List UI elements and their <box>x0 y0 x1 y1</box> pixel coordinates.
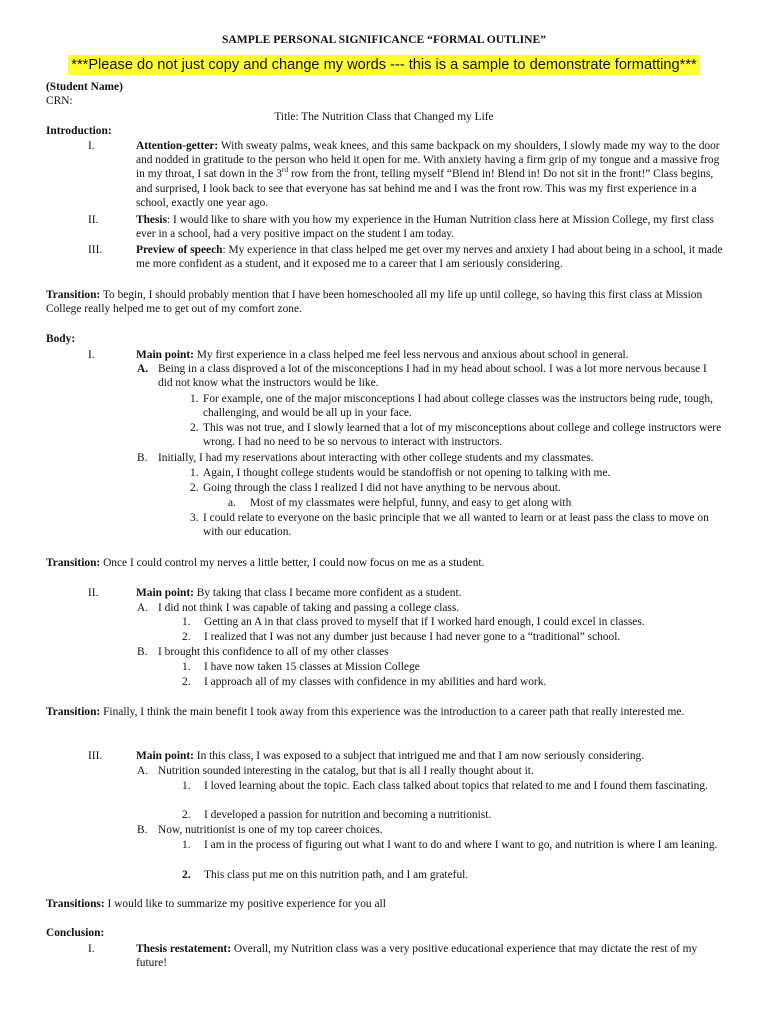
thesis-label: Thesis <box>136 214 168 226</box>
detail-letter: a. <box>228 497 236 509</box>
student-name: (Student Name) <box>46 81 123 93</box>
detail-3a2: I developed a passion for nutrition and becoming a nutritionist. <box>204 809 492 821</box>
transition-4 <box>46 897 720 911</box>
detail-3b1: I am in the process of figuring out what I want to do and where I want to go, and nutrition is where I am leaning. <box>204 839 718 851</box>
intro-item-number: III. <box>88 244 103 256</box>
transition-text: To begin, I should probably mention that I have been homeschooled all my life up until college, so having this first class at Mission College really helped me to get out of my comfort zone. <box>46 289 703 316</box>
detail-1b3: I could relate to everyone on the basic principle that we all wanted to learn or at least pass the class to move on with our education. <box>203 512 709 539</box>
transition-2 <box>46 556 720 570</box>
detail-number: 2. <box>182 809 191 821</box>
notice-banner <box>0 56 768 74</box>
transition-text: Finally, I think the main benefit I took away from this experience was the introduction to a career path that really interested me. <box>100 706 685 718</box>
introduction-heading: Introduction: <box>46 125 112 137</box>
thesis-text: : I would like to share with you how my experience in the Human Nutrition class here at Mission College, my first class ever in a school, had a very positive impact on the student I am today. <box>136 214 714 241</box>
sub-point-3a: Nutrition sounded interesting in the catalog, but that is all I really thought about it. <box>158 765 534 777</box>
detail-number: 2. <box>190 482 199 494</box>
detail-1b2: Going through the class I realized I did not have anything to be nervous about. <box>203 482 561 494</box>
attention-getter <box>136 139 726 210</box>
detail-3a1: I loved learning about the topic. Each class talked about topics that related to me and I found them fascinating. <box>204 780 708 792</box>
main-point-label: Main point: <box>136 349 194 361</box>
intro-item-number: I. <box>88 140 95 152</box>
detail-number: 2. <box>182 676 191 688</box>
body-heading: Body: <box>46 333 76 345</box>
document-title: SAMPLE PERSONAL SIGNIFICANCE “FORMAL OUTLINE” <box>221 33 547 46</box>
detail-1b1: Again, I thought college students would be standoffish or not opening to talking with me. <box>203 467 611 479</box>
detail-2a2: I realized that I was not any dumber just because I had never gone to a “traditional” school. <box>204 631 621 643</box>
crn-label: CRN: <box>46 95 73 107</box>
conclusion-item-number: I. <box>88 943 95 955</box>
thesis-restatement-text: Overall, my Nutrition class was a very positive educational experience that may dictate the rest of my future! <box>136 943 698 970</box>
transition-1 <box>46 288 720 316</box>
conclusion-heading: Conclusion: <box>46 927 105 939</box>
detail-number: 1. <box>190 467 199 479</box>
sub-point-3b: Now, nutritionist is one of my top career choices. <box>158 824 383 836</box>
detail-number: 2. <box>190 422 199 434</box>
transition-text: Once I could control my nerves a little better, I could now focus on me as a student. <box>100 557 485 569</box>
notice-text: ***Please do not just copy and change my words --- this is a sample to demonstrate formatting*** <box>68 55 699 75</box>
detail-2a1: Getting an A in that class proved to myself that if I worked hard enough, I could excel in classes. <box>204 616 645 628</box>
sub-point-letter: A. <box>137 363 149 375</box>
main-point-number: II. <box>88 587 99 599</box>
sub-point-letter: B. <box>137 824 148 836</box>
preview-text: : My experience in that class helped me get over my nerves and anxiety I had about being in a school, it made me more confident as a student, and it exposed me to a career that I am seriously considering. <box>136 244 723 271</box>
transition-3 <box>46 705 720 719</box>
main-point-text: My first experience in a class helped me feel less nervous and anxious about school in general. <box>193 349 629 361</box>
detail-number: 2. <box>182 631 191 643</box>
main-point-label: Main point: <box>136 750 194 762</box>
sub-point-letter: A. <box>137 602 149 614</box>
thesis <box>136 213 726 241</box>
attention-getter-text: With sweaty palms, weak knees, and this same backpack on my shoulders, I slowly made my way to the door and nodded in gratitude to the person who held it open for me. With anxiety having a firm grip of my tongue and a massive frog in my throat, I sat down in the 3 <box>136 140 720 181</box>
main-point-number: III. <box>88 750 103 762</box>
detail-number: 1. <box>182 661 191 673</box>
transition-label: Transition: <box>46 706 101 718</box>
detail-number: 3. <box>190 512 199 524</box>
detail-number: 1. <box>190 393 199 405</box>
detail-3b2: This class put me on this nutrition path, and I am grateful. <box>204 869 469 881</box>
sub-point-2b: I brought this confidence to all of my other classes <box>158 646 389 658</box>
sub-point-letter: B. <box>137 646 148 658</box>
sub-point-letter: B. <box>137 452 148 464</box>
sub-point-letter: A. <box>137 765 149 777</box>
ordinal-suffix: rd <box>281 165 289 175</box>
main-point-3 <box>136 749 726 763</box>
detail-2b2: I approach all of my classes with confidence in my abilities and hard work. <box>204 676 547 688</box>
detail-number: 1. <box>182 616 191 628</box>
transition-label: Transitions: <box>46 898 105 910</box>
attention-getter-label: Attention-getter: <box>136 140 219 152</box>
transition-text: I would like to summarize my positive experience for you all <box>104 898 386 910</box>
detail-2b1: I have now taken 15 classes at Mission College <box>204 661 420 673</box>
attention-getter-text-cont: row from the front, telling myself “Blend in! Blend in! Do not sit in the front!” Class begins, and surprised, I look back to see that everyone has sat behind me and I was the front row. This was my first experience in a school, exactly one year ago. <box>136 168 714 209</box>
main-point-2 <box>136 586 726 600</box>
sub-point-1b: Initially, I had my reservations about interacting with other college students and my classmates. <box>158 452 594 464</box>
main-point-text: By taking that class I became more confident as a student. <box>193 587 462 599</box>
main-point-number: I. <box>88 349 95 361</box>
detail-number: 1. <box>182 839 191 851</box>
main-point-text: In this class, I was exposed to a subject that intrigued me and that I am now seriously considering. <box>193 750 645 762</box>
detail-1a2: This was not true, and I slowly learned that a lot of my misconceptions about college and college instructors were wrong. I had no need to be so nervous to interact with instructors. <box>203 422 722 449</box>
preview-label: Preview of speech <box>136 244 223 256</box>
intro-item-number: II. <box>88 214 99 226</box>
speech-title: Title: The Nutrition Class that Changed my Life <box>274 111 494 123</box>
detail-number: 2. <box>182 869 191 881</box>
sub-point-2a: I did not think I was capable of taking and passing a college class. <box>158 602 460 614</box>
detail-1a1: For example, one of the major misconceptions I had about college classes was the instructors being rude, tough, challenging, and would be all up in your face. <box>203 393 713 420</box>
sub-point-1a: Being in a class disproved a lot of the misconceptions I had in my head about school. I was a lot more nervous because I did not know what the instructors would be like. <box>158 363 707 390</box>
thesis-restatement <box>136 942 726 970</box>
transition-label: Transition: <box>46 557 101 569</box>
main-point-label: Main point: <box>136 587 194 599</box>
thesis-restatement-label: Thesis restatement: <box>136 943 232 955</box>
preview-of-speech <box>136 243 726 271</box>
detail-1b2a: Most of my classmates were helpful, funny, and easy to get along with <box>250 497 572 509</box>
detail-number: 1. <box>182 780 191 792</box>
transition-label: Transition: <box>46 289 101 301</box>
main-point-1 <box>136 348 726 362</box>
